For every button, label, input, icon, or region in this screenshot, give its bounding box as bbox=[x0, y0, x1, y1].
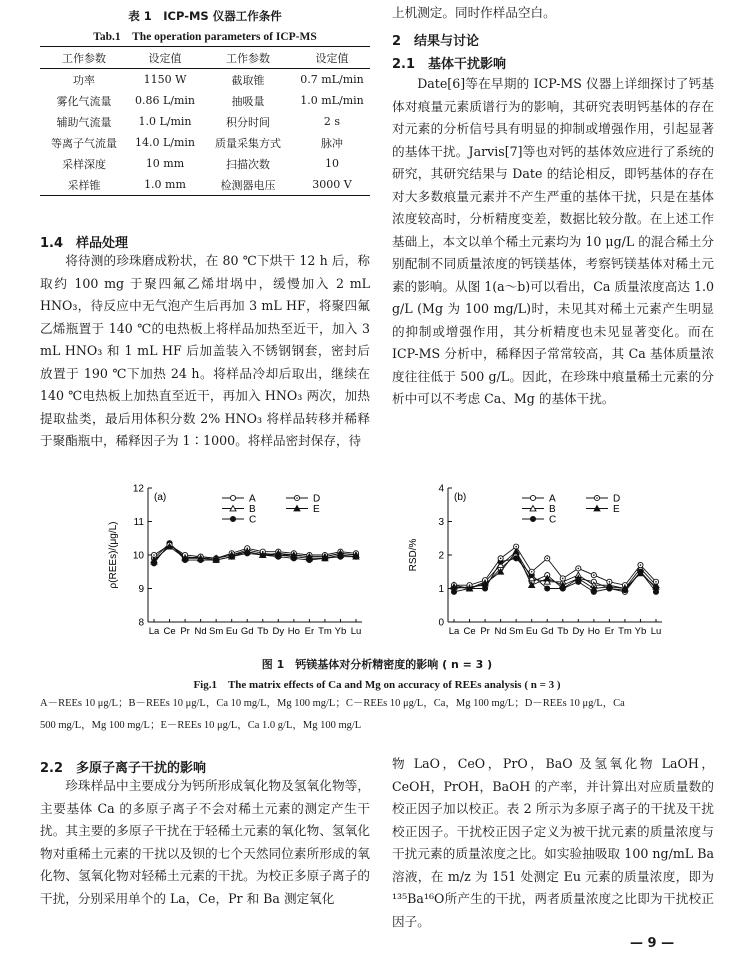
paragraph: Date[6]等在早期的 ICP-MS 仪器上详细探讨了钙基体对痕量元素质谱行为的影响，其研究表明钙基体的存在对元素的分析信号具有明显的抑制或增强作用，引起显著的基体干扰。Jarvis[7]等也对钙的基体效应进行了系统的研究，其研究结果与 Date 的结论相反，即钙基体的存在对大多数痕量元素并不产生严重的基体干扰，只是在基体浓度较高时，分析精度变差，数据比较分散。在上述工作基础上，本文以单个稀土元素均为 10 μg/L 的混合稀土分别配制不同质量浓度的钙镁基体，考察钙镁基体对稀土元素的影响。从图 1(a～b)可以看出，Ca 质量浓度高达 1.0 g/L (Mg 为 100 mg/L)时，未见其对稀土元素产生明显的抑制或增强作用，其分析精度也未见显著变化。而在 ICP-MS 分析中，稀释因子常常较高，其 Ca 基体质量浓度往往低于 500 g/L。因此，在珍珠中痕量稀土元素的分析中可以不考虑 Ca、Mg 的基体干扰。 bbox=[392, 76, 714, 406]
table-row bbox=[40, 69, 370, 90]
table-cell: 截取锥 bbox=[231, 73, 265, 87]
legend-marker-center bbox=[296, 497, 298, 499]
legend-label: E bbox=[613, 504, 620, 515]
legend-marker bbox=[530, 516, 535, 521]
table-cell: 14.0 L/min bbox=[134, 136, 196, 149]
x-tick-label: Tb bbox=[557, 626, 569, 637]
data-point-center bbox=[531, 571, 533, 573]
table-header-row bbox=[40, 47, 370, 69]
data-point-center bbox=[546, 558, 548, 560]
table-cell: 1150 W bbox=[143, 73, 187, 86]
table-row bbox=[40, 132, 370, 153]
table-cell: 质量采集方式 bbox=[215, 136, 281, 150]
data-point bbox=[451, 589, 456, 594]
x-tick-label: Ce bbox=[463, 626, 476, 637]
x-tick-label: Nd bbox=[494, 626, 507, 637]
data-point-center bbox=[593, 574, 595, 576]
x-tick-label: Ho bbox=[587, 626, 600, 637]
y-tick-label: 2 bbox=[438, 550, 444, 562]
table-cell: 等离子气流量 bbox=[51, 136, 117, 150]
table-cell: 采样锥 bbox=[67, 178, 101, 192]
right-column-continuation bbox=[392, 2, 714, 25]
data-point bbox=[653, 589, 658, 594]
section-2-2-body bbox=[40, 775, 370, 910]
legend-note-line: A－REEs 10 μg/L；B－REEs 10 μg/L，Ca 10 mg/L，Mg 100 mg/L；C－REEs 10 μg/L，Ca，Mg 100 mg/L；D－REEs 10 μg/L，Ca bbox=[40, 698, 625, 709]
table-cell: 积分时间 bbox=[226, 115, 270, 129]
table-title-en: Tab.1 The operation parameters of ICP-MS bbox=[93, 31, 317, 43]
legend-label: B bbox=[549, 504, 556, 515]
y-axis-label: RSD/% bbox=[408, 538, 419, 572]
x-tick-label: Gd bbox=[240, 626, 254, 637]
x-tick-label: Tm bbox=[618, 626, 632, 637]
data-point-center bbox=[500, 558, 502, 560]
table-row bbox=[40, 90, 370, 111]
panel-label: (b) bbox=[454, 492, 467, 503]
table-cell: 0.7 mL/min bbox=[300, 73, 364, 86]
figure-caption-cn: 图 1 钙镁基体对分析精密度的影响 ( n = 3 ) bbox=[261, 658, 493, 671]
legend-marker bbox=[230, 516, 235, 521]
table-cell: 1.0 mm bbox=[144, 178, 186, 191]
paragraph: 物 LaO，CeO，PrO，BaO 及氢氧化物 LaOH，CeOH，PrOH，BaOH 的产率，并计算出对应质量数的校正因子加以校正。表 2 所示为多原子离子的干扰及干扰校正因子。干扰校正因子定义为被干扰元素的质量浓度与干扰元素的质量浓度之比。如实验抽吸取 100 ng/mL Ba 溶液，在 m/z 为 151 处测定 Eu 元素的质量浓度，即为¹³⁵Ba¹⁶O所产生的干扰，两者质量浓度之比即为干扰校正因子。 bbox=[392, 756, 714, 929]
legend-label: A bbox=[549, 493, 556, 505]
section-1-4-body bbox=[40, 250, 370, 453]
x-tick-label: Eu bbox=[525, 626, 538, 637]
x-tick-label: Gd bbox=[540, 626, 554, 637]
section-heading-2-1: 2.1 基体干扰影响 bbox=[392, 57, 507, 72]
x-tick-label: Pr bbox=[480, 626, 490, 637]
table-cell: 0.86 L/min bbox=[134, 94, 196, 107]
table-cell: 辅助气流量 bbox=[56, 115, 112, 129]
table-cell: 功率 bbox=[73, 73, 95, 87]
data-point bbox=[482, 586, 487, 591]
y-tick-label: 9 bbox=[138, 584, 144, 595]
x-tick-label: Er bbox=[304, 626, 315, 637]
legend-marker bbox=[530, 495, 535, 500]
y-tick-label: 8 bbox=[138, 617, 144, 629]
series-D bbox=[451, 544, 658, 588]
legend-label: C bbox=[249, 514, 257, 526]
x-tick-label: Sm bbox=[509, 626, 524, 637]
data-point-center bbox=[578, 568, 580, 570]
x-tick-label: Dy bbox=[572, 626, 585, 637]
right-bottom-body bbox=[392, 753, 714, 933]
table-cell: 脉冲 bbox=[321, 136, 343, 150]
x-tick-label: Yb bbox=[634, 626, 647, 637]
legend-label: A bbox=[249, 493, 256, 505]
section-heading-2: 2 结果与讨论 bbox=[392, 34, 480, 49]
paragraph: 将待测的珍珠磨成粉状，在 80 ℃下烘干 12 h 后，称取约 100 mg 于聚四氟乙烯坩埚中，缓慢加入 2 mL HNO₃，待反应中无气泡产生后再加 3 mL HF，将聚四氟乙烯瓶置于 140 ℃的电热板上将样品加热至近干，加入 3 mL HNO₃ 和 1 mL HF 后加盖装入不锈钢钢套，密封后放置于 190 ℃下加热 24 h。将样品冷却后取出，继续在 140 ℃电热板上加热直至近干，再加入 HNO₃ 两次，加热提取盐类，最后用体积分数 2% HNO₃ 将样品转移并稀释于聚酯瓶中，稀释因子为 1∶1000。将样品密封保存，待 bbox=[40, 253, 370, 448]
x-tick-label: La bbox=[448, 626, 460, 637]
legend-label: E bbox=[313, 504, 320, 515]
header-cell: 设定值 bbox=[315, 51, 349, 65]
section-heading-1-4: 1.4 样品处理 bbox=[40, 236, 129, 251]
table-title-cn: 表 1 ICP-MS 仪器工作条件 bbox=[128, 9, 282, 23]
legend-label: D bbox=[313, 493, 321, 505]
x-tick-label: Tb bbox=[257, 626, 269, 637]
section-2-1-body bbox=[392, 73, 714, 411]
y-tick-label: 0 bbox=[438, 617, 444, 629]
y-tick-label: 4 bbox=[438, 483, 444, 495]
data-point bbox=[545, 586, 550, 591]
chart-a bbox=[90, 480, 380, 650]
x-tick-label: Tm bbox=[318, 626, 332, 637]
legend-marker-center bbox=[596, 497, 598, 499]
legend bbox=[522, 494, 620, 526]
x-tick-label: Ce bbox=[163, 626, 176, 637]
table-cell: 扫描次数 bbox=[226, 157, 270, 171]
y-tick-label: 1 bbox=[438, 584, 444, 595]
continuation-text: 上机测定。同时作样品空白。 bbox=[392, 5, 556, 20]
header-cell: 工作参数 bbox=[226, 51, 270, 65]
x-tick-label: Er bbox=[604, 626, 615, 637]
table-row bbox=[40, 111, 370, 132]
table-cell: 1.0 mL/min bbox=[300, 94, 364, 107]
header-cell: 设定值 bbox=[148, 51, 182, 65]
table-cell: 采样深度 bbox=[62, 157, 106, 171]
x-tick-label: La bbox=[148, 626, 160, 637]
data-point-center bbox=[562, 578, 564, 580]
table-row bbox=[40, 174, 370, 195]
table-row bbox=[40, 153, 370, 174]
data-point-center bbox=[640, 564, 642, 566]
header-cell: 工作参数 bbox=[62, 51, 106, 65]
x-tick-label: Eu bbox=[225, 626, 238, 637]
section-heading-2-2: 2.2 多原子离子干扰的影响 bbox=[40, 761, 207, 776]
figure-legend-notes bbox=[40, 693, 730, 737]
y-tick-label: 3 bbox=[438, 517, 444, 528]
x-tick-label: Lu bbox=[350, 626, 362, 637]
table-cell: 2 s bbox=[323, 115, 341, 128]
data-point-center bbox=[609, 581, 611, 583]
x-tick-label: Yb bbox=[334, 626, 347, 637]
x-tick-label: Sm bbox=[209, 626, 224, 637]
table-cell: 3000 V bbox=[312, 178, 352, 191]
y-tick-label: 12 bbox=[132, 483, 144, 495]
table-cell: 10 mm bbox=[145, 157, 185, 170]
table-cell: 10 bbox=[325, 157, 339, 170]
x-tick-label: Pr bbox=[180, 626, 190, 637]
data-point-center bbox=[515, 546, 517, 548]
legend-label: B bbox=[249, 504, 256, 515]
table-cell: 抽吸量 bbox=[231, 94, 265, 108]
legend bbox=[222, 494, 320, 526]
y-tick-label: 10 bbox=[132, 550, 144, 562]
legend-marker bbox=[230, 495, 235, 500]
data-point-center bbox=[655, 581, 657, 583]
paragraph: 珍珠样品中主要成分为钙所形成氧化物及氢氧化物等，主要基体 Ca 的多原子离子不会对稀土元素的测定产生干扰。其主要的多原子干扰在于轻稀土元素的氧化物、氢氧化物对重稀土元素的干扰以及钡的七个天然同位素所形成的氧化物、氢氧化物对轻稀土元素的干扰。为校正多原子离子的干扰，分别采用单个的 La，Ce，Pr 和 Ba 测定氧化 bbox=[40, 778, 370, 906]
panel-label: (a) bbox=[154, 492, 167, 503]
legend-label: C bbox=[549, 514, 557, 526]
x-tick-label: Lu bbox=[650, 626, 662, 637]
x-tick-label: Nd bbox=[194, 626, 207, 637]
page-number: — 9 — bbox=[630, 936, 675, 951]
figure-caption-en: Fig.1 The matrix effects of Ca and Mg on accuracy of REEs analysis ( n = 3 ) bbox=[193, 679, 561, 691]
table-cell: 1.0 L/min bbox=[138, 115, 192, 128]
legend-note-line: 500 mg/L，Mg 100 mg/L；E－REEs 10 μg/L，Ca 1.0 g/L，Mg 100 mg/L bbox=[40, 720, 362, 731]
x-tick-label: Dy bbox=[272, 626, 285, 637]
chart-b bbox=[390, 480, 680, 650]
legend-label: D bbox=[613, 493, 621, 505]
y-axis-label: ρ(REEs)/(μg/L) bbox=[108, 521, 119, 589]
table-cell: 检测器电压 bbox=[220, 178, 276, 192]
data-point-center bbox=[153, 554, 155, 556]
y-tick-label: 11 bbox=[133, 517, 144, 528]
series-C bbox=[451, 556, 658, 595]
table-cell: 雾化气流量 bbox=[56, 94, 112, 108]
parameters-table bbox=[40, 46, 370, 196]
x-tick-label: Ho bbox=[287, 626, 300, 637]
